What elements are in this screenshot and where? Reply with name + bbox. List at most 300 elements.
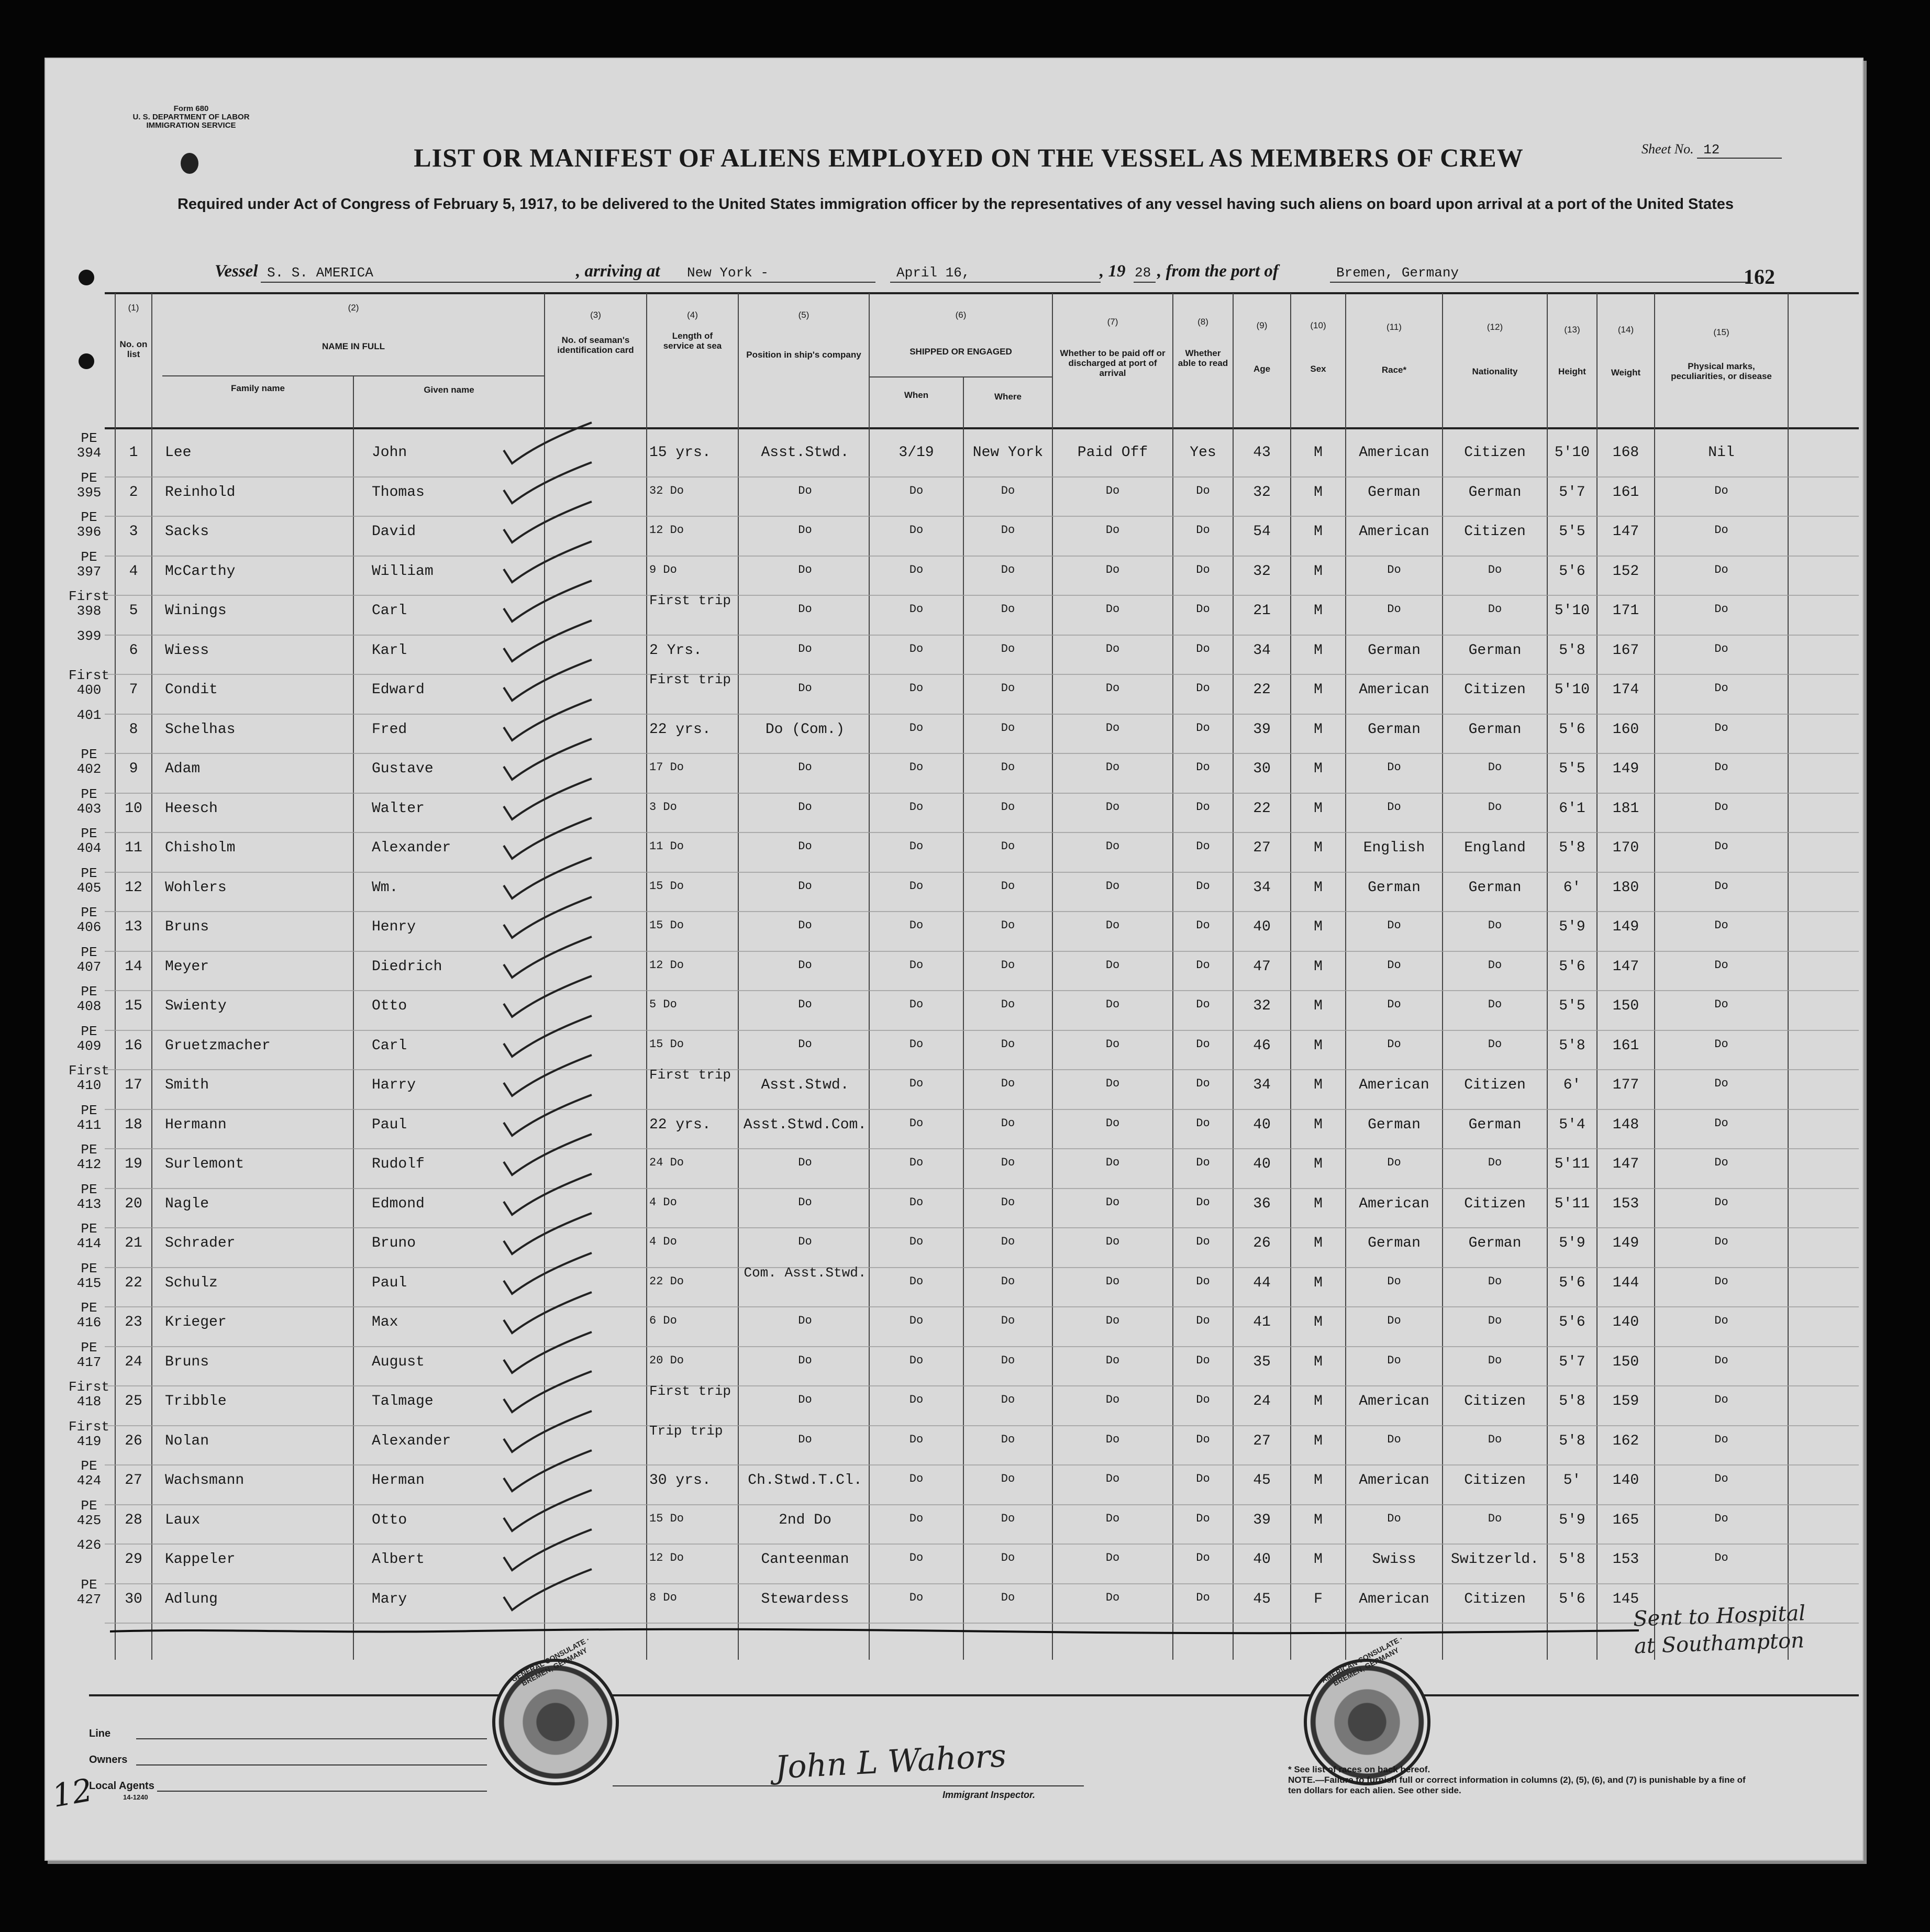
cell-family: McCarthy (165, 563, 236, 580)
cell-nat: Do (1488, 1353, 1502, 1367)
cell-service: 22 yrs. (649, 1116, 711, 1133)
cell-height: 5'9 (1559, 1512, 1585, 1528)
cell-sex: M (1314, 998, 1323, 1014)
left-seal-text: GENERAL CONSULATE · BREMEN, GERMANY (509, 1635, 591, 1687)
cell-given: Alexander (372, 1433, 451, 1449)
cell-given: David (372, 524, 416, 540)
cell-nat: Do (1488, 1433, 1502, 1446)
cell-weight: 180 (1612, 879, 1639, 896)
cell-marks: Do (1714, 1472, 1728, 1485)
cell-nat: German (1468, 642, 1522, 659)
cell-given: Carl (372, 603, 407, 619)
cell-where: Do (1001, 1274, 1015, 1288)
cell-given: Albert (372, 1551, 425, 1568)
cell-where: Do (1001, 484, 1015, 497)
cell-read: Do (1196, 1235, 1210, 1248)
cell-position: Do (798, 1353, 812, 1367)
cell-service: 8 Do (649, 1591, 677, 1604)
col9-header: Age (1253, 364, 1271, 374)
cell-family: Surlemont (165, 1156, 245, 1172)
cell-where: Do (1001, 919, 1015, 932)
cell-paid: Do (1105, 721, 1120, 735)
cell-race: Do (1387, 563, 1401, 576)
cell-marks: Do (1714, 1274, 1728, 1288)
cell-age: 40 (1253, 1116, 1271, 1133)
cell-weight: 181 (1612, 800, 1639, 817)
cell-when: Do (909, 879, 924, 893)
cell-service: 20 Do (649, 1353, 684, 1367)
cell-age: 32 (1253, 484, 1271, 501)
cell-position: Ch.Stwd.T.Cl. (748, 1472, 862, 1489)
cell-where: Do (1001, 682, 1015, 695)
cell-race: American (1359, 1472, 1429, 1489)
department-name: U. S. DEPARTMENT OF LABOR (132, 113, 250, 121)
cell-sex: M (1314, 563, 1323, 580)
cell-read: Do (1196, 563, 1210, 576)
cell-service: 2 Yrs. (649, 642, 702, 659)
cell-no: 14 (125, 958, 142, 975)
cell-paid: Do (1105, 682, 1120, 695)
cell-no: 13 (125, 919, 142, 935)
col15-number: (15) (1713, 327, 1729, 337)
owners-label: Owners (89, 1754, 128, 1766)
cell-paid: Do (1105, 1393, 1120, 1406)
cell-no: 21 (125, 1235, 142, 1251)
cell-weight: 147 (1612, 524, 1639, 540)
cell-where: Do (1001, 642, 1015, 656)
cell-nat: Do (1488, 603, 1502, 616)
cell-paid: Do (1105, 1314, 1120, 1327)
cell-family: Reinhold (165, 484, 236, 501)
cell-when: Do (909, 919, 924, 932)
cell-paid: Do (1105, 1116, 1120, 1130)
cell-given: Wm. (372, 879, 398, 896)
cell-weight: 148 (1612, 1116, 1639, 1133)
cell-age: 34 (1253, 642, 1271, 659)
cell-height: 5'9 (1559, 919, 1585, 935)
cell-weight: 150 (1612, 998, 1639, 1014)
seaman-card-prefix: PE 397 (76, 549, 102, 580)
cell-where: New York (972, 445, 1044, 461)
cell-no: 11 (125, 840, 142, 856)
cell-sex: M (1314, 1156, 1323, 1172)
cell-given: Edward (372, 682, 425, 698)
cell-no: 29 (125, 1551, 142, 1568)
cell-when: Do (909, 1037, 924, 1051)
cell-marks: Do (1714, 998, 1728, 1011)
cell-paid: Do (1105, 563, 1120, 576)
cell-read: Do (1196, 919, 1210, 932)
cell-nat: German (1468, 1116, 1522, 1133)
cell-service: 3 Do (649, 800, 677, 814)
cell-race: American (1359, 1077, 1429, 1093)
cell-age: 21 (1253, 603, 1271, 619)
cell-nat: Do (1488, 958, 1502, 972)
cell-where: Do (1001, 1116, 1015, 1130)
cell-service: 15 Do (649, 1037, 684, 1051)
cell-marks: Nil (1708, 445, 1735, 461)
penalty-note: NOTE.—Failure to furnish full or correct information in columns (2), (5), (6), and (7) is punishable by a fine of ten dollars for each alien. See other side. (1288, 1775, 1746, 1795)
cell-paid: Do (1105, 1472, 1120, 1485)
seaman-card-prefix: PE 403 (76, 786, 102, 817)
owners-field (136, 1764, 487, 1766)
cell-read: Do (1196, 524, 1210, 537)
cell-when: Do (909, 484, 924, 497)
cell-race: American (1359, 445, 1429, 461)
cell-age: 22 (1253, 800, 1271, 817)
cell-race: German (1368, 721, 1421, 738)
cell-marks: Do (1714, 840, 1728, 853)
family-name-header: Family name (231, 383, 285, 393)
cell-marks: Do (1714, 761, 1728, 774)
cell-no: 30 (125, 1591, 142, 1607)
cell-marks: Do (1714, 682, 1728, 695)
cell-marks: Do (1714, 1393, 1728, 1406)
cell-position: Do (798, 642, 812, 656)
inspector-label: Immigrant Inspector. (942, 1790, 1036, 1800)
cell-given: Mary (372, 1591, 407, 1607)
checkmark-icon (503, 1568, 597, 1615)
cell-position: Do (798, 761, 812, 774)
cell-height: 5'8 (1559, 1551, 1585, 1568)
cell-read: Do (1196, 1156, 1210, 1169)
cell-given: Henry (372, 919, 416, 935)
cell-service: 5 Do (649, 998, 677, 1011)
cell-when: Do (909, 1472, 924, 1485)
cell-age: 22 (1253, 682, 1271, 698)
cell-race: American (1359, 1393, 1429, 1409)
cell-height: 5'8 (1559, 1393, 1585, 1409)
cell-family: Schelhas (165, 721, 236, 738)
cell-read: Do (1196, 484, 1210, 497)
form-number: Form 680 (173, 104, 209, 113)
col15-header: Physical marks, peculiarities, or disease (1671, 361, 1772, 381)
cell-read: Do (1196, 1274, 1210, 1288)
cell-weight: 171 (1612, 603, 1639, 619)
cell-when: Do (909, 1314, 924, 1327)
cell-read: Do (1196, 1551, 1210, 1564)
cell-given: Rudolf (372, 1156, 425, 1172)
inspector-signature: John L Wahors (774, 1737, 1007, 1786)
sheet-value: 12 (1697, 142, 1782, 159)
cell-where: Do (1001, 800, 1015, 814)
cell-service: 24 Do (649, 1156, 684, 1169)
cell-weight: 147 (1612, 958, 1639, 975)
cell-age: 45 (1253, 1591, 1271, 1607)
cell-race: American (1359, 524, 1429, 540)
cell-service: 22 Do (649, 1274, 684, 1288)
cell-sex: M (1314, 879, 1323, 896)
cell-sex: M (1314, 919, 1323, 935)
cell-no: 24 (125, 1353, 142, 1370)
cell-no: 8 (129, 721, 138, 738)
cell-where: Do (1001, 958, 1015, 972)
cell-read: Do (1196, 682, 1210, 695)
cell-marks: Do (1714, 603, 1728, 616)
cell-position: Do (798, 958, 812, 972)
cell-age: 39 (1253, 721, 1271, 738)
cell-marks: Do (1714, 1314, 1728, 1327)
cell-family: Gruetzmacher (165, 1037, 271, 1054)
col1-header: No. on list (119, 339, 148, 359)
cell-no: 4 (129, 563, 138, 580)
cell-service: 32 Do (649, 484, 684, 497)
cell-read: Yes (1190, 445, 1216, 461)
col1-number: (1) (128, 303, 139, 313)
cell-sex: M (1314, 1472, 1323, 1489)
seaman-card-prefix: 401 (76, 707, 102, 723)
cell-age: 40 (1253, 919, 1271, 935)
seaman-card-prefix: PE 416 (76, 1300, 102, 1330)
cell-height: 5'9 (1559, 1235, 1585, 1251)
cell-given: Otto (372, 1512, 407, 1528)
cell-marks: Do (1714, 1156, 1728, 1169)
cell-paid: Do (1105, 603, 1120, 616)
cell-family: Laux (165, 1512, 201, 1528)
col7-number: (7) (1107, 317, 1118, 327)
cell-when: Do (909, 1433, 924, 1446)
cell-no: 6 (129, 642, 138, 659)
cell-when: Do (909, 721, 924, 735)
cell-nat: German (1468, 1235, 1522, 1251)
cell-family: Sacks (165, 524, 209, 540)
cell-where: Do (1001, 1433, 1015, 1446)
cell-paid: Do (1105, 840, 1120, 853)
seaman-card-prefix: PE 417 (76, 1339, 102, 1370)
cell-sex: M (1314, 761, 1323, 777)
cell-paid: Do (1105, 1274, 1120, 1288)
cell-race: Do (1387, 603, 1401, 616)
cell-sex: M (1314, 1393, 1323, 1409)
cell-sex: M (1314, 721, 1323, 738)
line-field (136, 1738, 487, 1739)
right-seal-text: AMERICAN CONSULATE · BREMEN, GERMANY (1319, 1634, 1404, 1687)
seaman-card-prefix: PE 394 (76, 430, 102, 461)
cell-race: Do (1387, 1274, 1401, 1288)
seaman-card-prefix: PE 408 (76, 984, 102, 1014)
cell-race: Do (1387, 800, 1401, 814)
cell-read: Do (1196, 642, 1210, 656)
cell-age: 47 (1253, 958, 1271, 975)
cell-where: Do (1001, 1156, 1015, 1169)
cell-age: 27 (1253, 840, 1271, 856)
cell-nat: Citizen (1464, 1077, 1526, 1093)
cell-service: 15 Do (649, 879, 684, 893)
cell-weight: 153 (1612, 1195, 1639, 1212)
cell-height: 5'5 (1559, 524, 1585, 540)
col11-number: (11) (1387, 322, 1402, 332)
cell-paid: Do (1105, 1353, 1120, 1367)
cell-nat: Do (1488, 1274, 1502, 1288)
cell-weight: 149 (1612, 919, 1639, 935)
cell-service: First trip (649, 1067, 731, 1083)
cell-service: 17 Do (649, 761, 684, 774)
cell-nat: England (1464, 840, 1526, 856)
cell-age: 32 (1253, 563, 1271, 580)
cell-when: Do (909, 1512, 924, 1525)
cell-weight: 160 (1612, 721, 1639, 738)
cell-nat: German (1468, 721, 1522, 738)
cell-given: Edmond (372, 1195, 425, 1212)
cell-read: Do (1196, 1512, 1210, 1525)
cell-sex: M (1314, 445, 1323, 461)
cell-service: 15 yrs. (649, 445, 711, 461)
footer-code: 14-1240 (123, 1793, 148, 1801)
cell-weight: 140 (1612, 1314, 1639, 1330)
cell-nat: Do (1488, 1512, 1502, 1525)
cell-nat: Do (1488, 1037, 1502, 1051)
cell-no: 12 (125, 879, 142, 896)
vessel-label: Vessel (215, 262, 258, 281)
cell-paid: Do (1105, 1037, 1120, 1051)
cell-weight: 147 (1612, 1156, 1639, 1172)
cell-read: Do (1196, 1353, 1210, 1367)
cell-read: Do (1196, 1472, 1210, 1485)
seaman-card-prefix: PE 427 (76, 1576, 102, 1607)
cell-marks: Do (1714, 642, 1728, 656)
seaman-card-prefix: PE 414 (76, 1221, 102, 1251)
cell-position: Do (798, 1314, 812, 1327)
arrival-port: New York - (681, 265, 875, 283)
cell-position: Do (798, 682, 812, 695)
cell-given: Herman (372, 1472, 425, 1489)
seaman-card-prefix: PE 406 (76, 905, 102, 935)
cell-sex: M (1314, 1433, 1323, 1449)
cell-given: August (372, 1353, 425, 1370)
cell-family: Schulz (165, 1274, 218, 1291)
cell-position: Do (798, 1037, 812, 1051)
sheet-label: Sheet No. (1641, 141, 1694, 157)
cell-position: Com. Asst.Stwd. (744, 1264, 867, 1281)
cell-read: Do (1196, 840, 1210, 853)
cell-position: Do (798, 563, 812, 576)
cell-service: 12 Do (649, 958, 684, 972)
cell-marks: Do (1714, 1037, 1728, 1051)
cell-paid: Do (1105, 1433, 1120, 1446)
cell-sex: M (1314, 840, 1323, 856)
cell-height: 5'10 (1554, 682, 1590, 698)
cell-marks: Do (1714, 721, 1728, 735)
cell-paid: Do (1105, 800, 1120, 814)
cell-where: Do (1001, 840, 1015, 853)
col8-header: Whether able to read (1178, 348, 1228, 368)
cell-height: 6' (1563, 1077, 1581, 1093)
cell-no: 27 (125, 1472, 142, 1489)
cell-when: Do (909, 840, 924, 853)
cell-paid: Do (1105, 919, 1120, 932)
cell-family: Adam (165, 761, 201, 777)
cell-height: 5'10 (1554, 603, 1590, 619)
cell-service: 11 Do (649, 840, 684, 853)
cell-race: Do (1387, 1156, 1401, 1169)
cell-no: 16 (125, 1037, 142, 1054)
cell-family: Lee (165, 445, 192, 461)
cell-service: 4 Do (649, 1195, 677, 1209)
seaman-card-prefix: 399 (76, 628, 102, 644)
cell-family: Wiess (165, 642, 209, 659)
cell-given: Alexander (372, 840, 451, 856)
cell-where: Do (1001, 1235, 1015, 1248)
cell-no: 26 (125, 1433, 142, 1449)
seaman-card-prefix: First 418 (68, 1379, 109, 1409)
given-name-header: Given name (424, 385, 474, 395)
cell-service: 12 Do (649, 1551, 684, 1564)
cell-weight: 153 (1612, 1551, 1639, 1568)
cell-position: Do (798, 998, 812, 1011)
cell-where: Do (1001, 721, 1015, 735)
cell-paid: Do (1105, 1195, 1120, 1209)
cell-race: Do (1387, 1037, 1401, 1051)
cell-family: Meyer (165, 958, 209, 975)
cell-where: Do (1001, 879, 1015, 893)
arriving-label: , arriving at (576, 262, 660, 281)
col2-header: NAME IN FULL (322, 341, 385, 351)
cell-weight: 149 (1612, 1235, 1639, 1251)
cell-race: English (1363, 840, 1425, 856)
cell-no: 22 (125, 1274, 142, 1291)
cell-when: Do (909, 958, 924, 972)
cell-paid: Do (1105, 1156, 1120, 1169)
cell-nat: Citizen (1464, 445, 1526, 461)
cell-where: Do (1001, 1314, 1015, 1327)
cell-position: Do (798, 1235, 812, 1248)
cell-race: Do (1387, 1433, 1401, 1446)
cell-nat: Citizen (1464, 1393, 1526, 1409)
cell-family: Heesch (165, 800, 218, 817)
cell-position: Do (798, 919, 812, 932)
cell-marks: Do (1714, 879, 1728, 893)
cell-no: 10 (125, 800, 142, 817)
cell-where: Do (1001, 1591, 1015, 1604)
cell-family: Chisholm (165, 840, 236, 856)
year-prefix: , 19 (1100, 262, 1126, 281)
cell-where: Do (1001, 998, 1015, 1011)
cell-no: 7 (129, 682, 138, 698)
cell-family: Bruns (165, 919, 209, 935)
cell-when: Do (909, 563, 924, 576)
cell-race: Do (1387, 1353, 1401, 1367)
seaman-card-prefix: First 419 (68, 1418, 109, 1449)
cell-age: 54 (1253, 524, 1271, 540)
cell-age: 34 (1253, 1077, 1271, 1093)
cell-height: 5'10 (1554, 445, 1590, 461)
handwritten-mark: 12 (49, 1771, 95, 1815)
cell-when: Do (909, 1353, 924, 1367)
cell-when: Do (909, 1195, 924, 1209)
cell-family: Smith (165, 1077, 209, 1093)
seaman-card-prefix: PE 415 (76, 1260, 102, 1291)
col13-number: (13) (1564, 325, 1580, 335)
cell-race: Do (1387, 1512, 1401, 1525)
cell-position: Stewardess (761, 1591, 849, 1607)
col3-number: (3) (590, 310, 601, 320)
cell-race: Do (1387, 958, 1401, 972)
cell-no: 25 (125, 1393, 142, 1409)
col4-number: (4) (687, 310, 698, 320)
cell-given: Max (372, 1314, 398, 1330)
cell-when: Do (909, 1077, 924, 1090)
cell-paid: Do (1105, 998, 1120, 1011)
cell-sex: M (1314, 1551, 1323, 1568)
cell-height: 5'6 (1559, 563, 1585, 580)
cell-position: Canteenman (761, 1551, 849, 1568)
cell-race: American (1359, 1195, 1429, 1212)
cell-where: Do (1001, 603, 1015, 616)
cell-no: 9 (129, 761, 138, 777)
hospital-note: Sent to Hospital at Southampton (1633, 1601, 1806, 1659)
cell-service: 15 Do (649, 919, 684, 932)
cell-nat: Do (1488, 1156, 1502, 1169)
